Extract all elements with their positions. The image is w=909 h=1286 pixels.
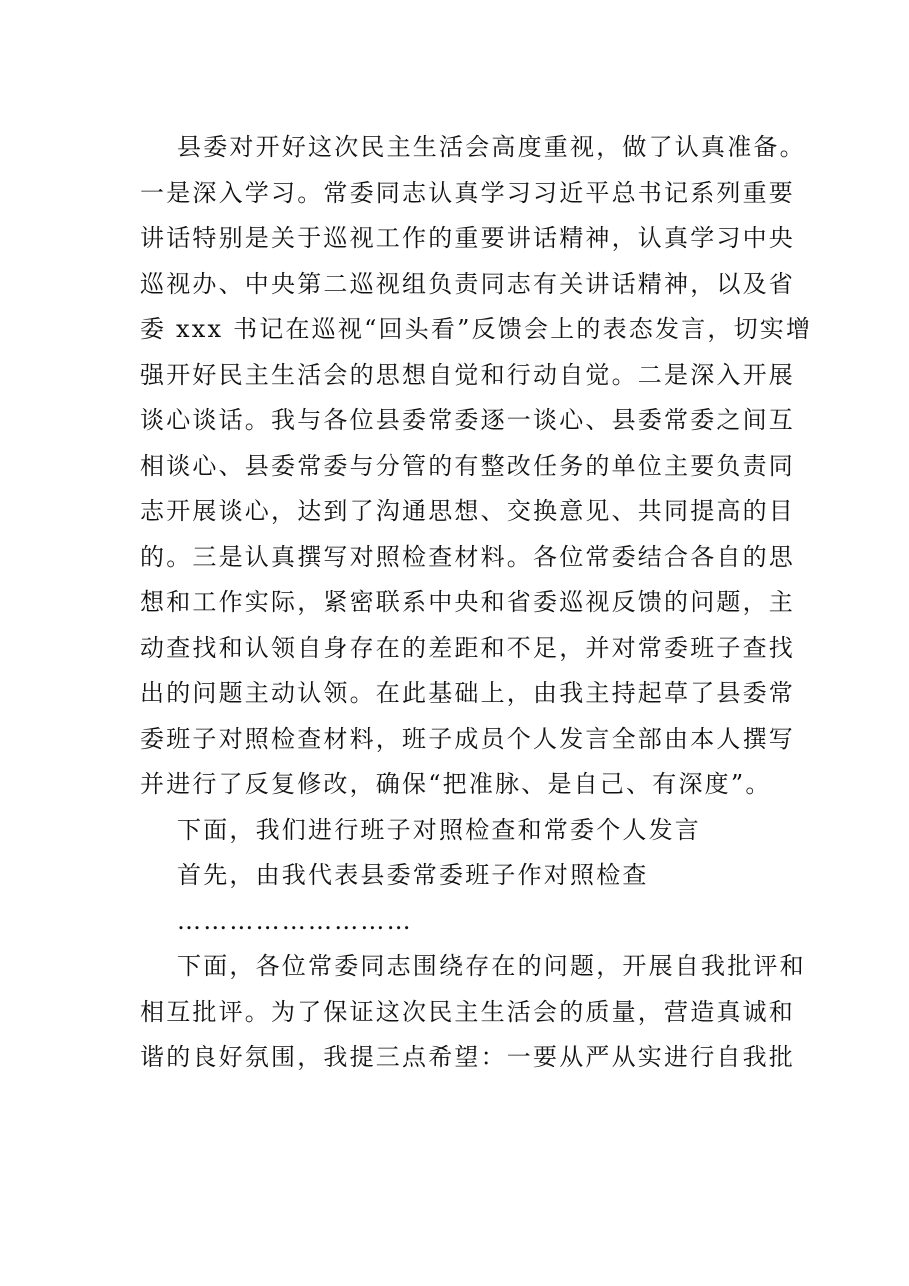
paragraph-line: 下面，各位常委同志围绕存在的问题，开展自我批评和 — [177, 952, 806, 980]
paragraph-line: 一是深入学习。常委同志认真学习习近平总书记系列重要 — [140, 178, 795, 207]
paragraph-line: 动查找和认领自身存在的差距和不足，并对常委班子查找 — [140, 633, 795, 662]
paragraph-line: 谈心谈话。我与各位县委常委逐一谈心、县委常委之间互 — [140, 406, 795, 434]
paragraph-line: 出的问题主动认领。在此基础上，由我主持起草了县委常 — [140, 679, 795, 707]
paragraph-line: 并进行了反复修改，确保“把准脉、是自己、有深度”。 — [140, 770, 772, 798]
paragraph-line: 谐的良好氛围，我提三点希望：一要从严从实进行自我批 — [140, 1043, 795, 1071]
paragraph-line: 巡视办、中央第二巡视组负责同志有关讲话精神，以及省 — [140, 269, 795, 298]
paragraph-line: 县委对开好这次民主生活会高度重视，做了认真准备。 — [177, 133, 806, 161]
paragraph-line: 委 xxx 书记在巡视“回头看”反馈会上的表态发言，切实增 — [140, 315, 813, 343]
paragraph-line: 相谈心、县委常委与分管的有整改任务的单位主要负责同 — [140, 451, 795, 480]
paragraph-line: 想和工作实际，紧密联系中央和省委巡视反馈的问题，主 — [140, 588, 795, 616]
paragraph-line: 相互批评。为了保证这次民主生活会的质量，营造真诚和 — [140, 997, 795, 1026]
paragraph-line: 志开展谈心，达到了沟通思想、交换意见、共同提高的目 — [140, 497, 795, 525]
ellipsis-line: ……………………… — [177, 906, 413, 935]
announcement-line: 下面，我们进行班子对照检查和常委个人发言 — [177, 815, 701, 844]
document-body — [140, 125, 813, 1081]
paragraph-line: 讲话特别是关于巡视工作的重要讲话精神，认真学习中央 — [140, 224, 795, 252]
paragraph-line: 的。三是认真撰写对照检查材料。各位常委结合各自的思 — [140, 542, 795, 571]
paragraph-line: 强开好民主生活会的思想自觉和行动自觉。二是深入开展 — [140, 360, 795, 389]
paragraph-line: 委班子对照检查材料，班子成员个人发言全部由本人撰写 — [140, 724, 795, 753]
announcement-line: 首先，由我代表县委常委班子作对照检查 — [177, 861, 649, 889]
